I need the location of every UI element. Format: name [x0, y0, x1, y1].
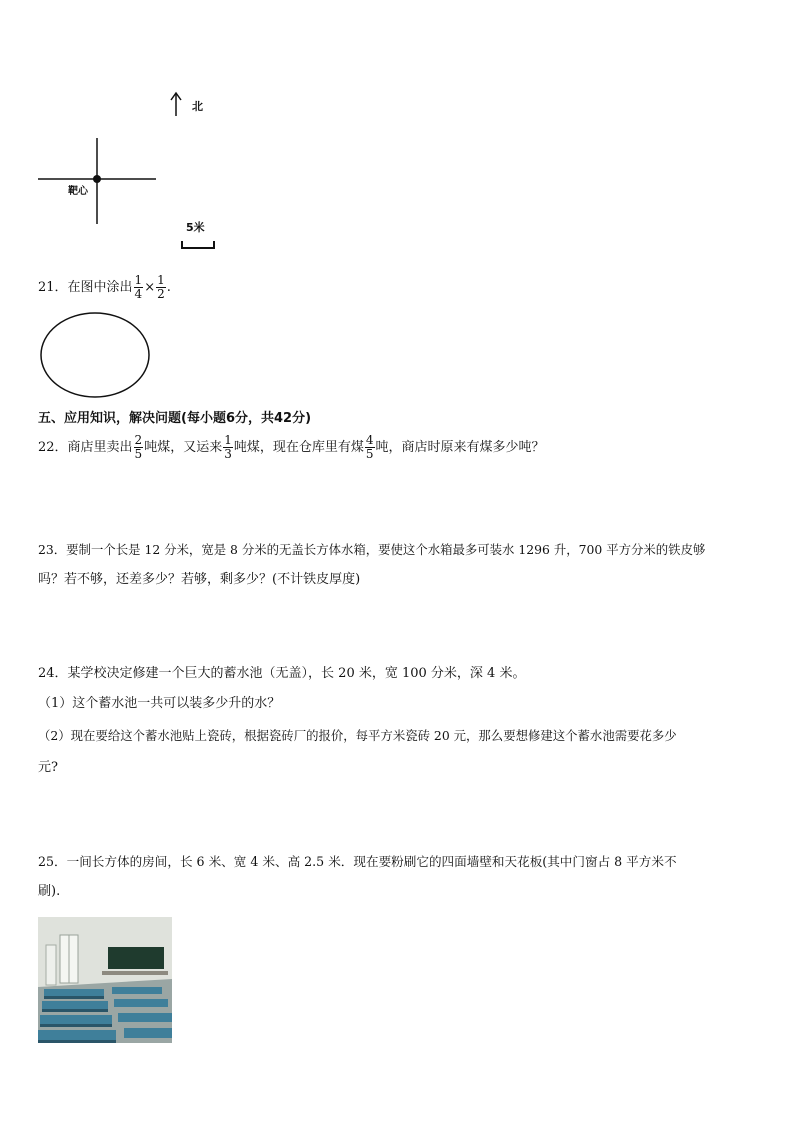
- question-24-line-3: （2）现在要给这个蓄水池贴上瓷砖，根据瓷砖厂的报价，每平方米瓷砖 20 元，那么要想修建这个蓄水池需要花多少: [38, 728, 677, 743]
- question-24-line-2: （1）这个蓄水池一共可以装多少升的水？: [38, 696, 281, 711]
- question-23-line-2: 吗？若不够，还差多少？若够，剩多少？(不计铁皮厚度): [38, 572, 361, 587]
- scale-bar: [182, 241, 214, 248]
- question-24-line-4: 元?: [38, 760, 58, 775]
- question-21: 21．在图中涂出 $\frac{1}{4}$ × $\frac{1}{2}$ .: [38, 273, 171, 301]
- section-heading: 五、应用知识，解决问题(每小题6分，共42分): [38, 411, 312, 426]
- question-25-line-1: 25．一间长方体的房间，长 6 米、宽 4 米、高 2.5 米．现在要粉刷它的四面墙壁和天花板(其中门窗占 8 平方米不: [38, 854, 677, 869]
- question-24-line-1: 24．某学校决定修建一个巨大的蓄水池（无盖），长 20 米，宽 100 分米，深 4 米。: [38, 666, 526, 681]
- question-23-line-1: 23．要制一个长是 12 分米，宽是 8 分米的无盖长方体水箱，要使这个水箱最多可装水 1296 升，700 平方分米的铁皮够: [38, 542, 706, 557]
- circle-shape: [38, 310, 154, 400]
- bullseye-dot: [93, 175, 101, 183]
- fraction: $\frac{1}{3}$: [224, 433, 232, 461]
- north-label: 北: [192, 100, 203, 113]
- fraction: $\frac{1}{2}$: [157, 273, 165, 301]
- fraction: $\frac{2}{5}$: [134, 433, 143, 461]
- question-25-line-2: 刷).: [38, 884, 61, 899]
- fraction: $\frac{4}{5}$: [365, 433, 374, 461]
- classroom-photo: [38, 917, 172, 1043]
- fraction: $\frac{1}{4}$: [134, 273, 143, 301]
- scale-label: 5米: [186, 221, 205, 234]
- question-22: 22．商店里卖出 $\frac{2}{5}$ 吨煤，又运来 $\frac{1}{3}$ 吨煤，现在仓库里有煤 $\frac{4}{5}$ 吨，商店时原来有煤多少吨？: [38, 433, 545, 461]
- bullseye-label: 靶心: [68, 186, 88, 197]
